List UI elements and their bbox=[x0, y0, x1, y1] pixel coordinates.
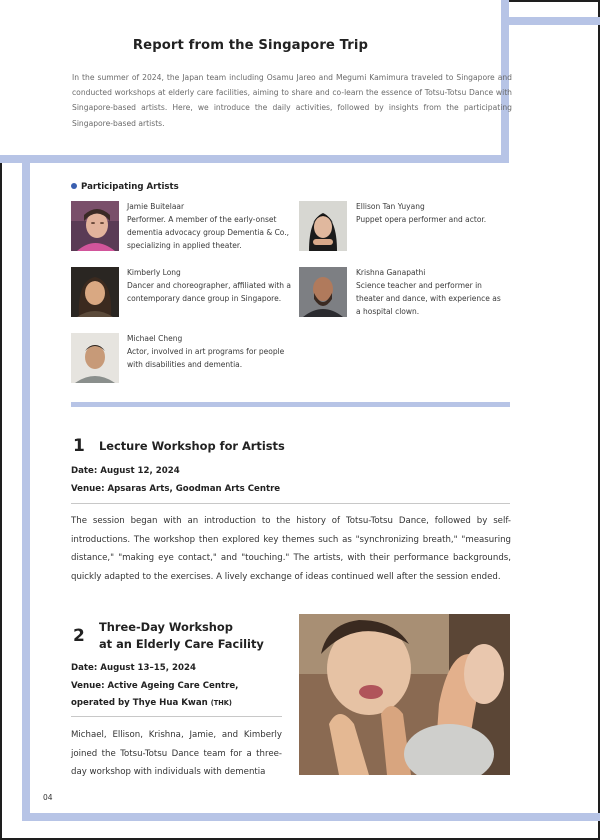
artist-name: Michael Cheng bbox=[127, 334, 183, 343]
section-number: 1 bbox=[73, 436, 85, 456]
artist-name: Ellison Tan Yuyang bbox=[356, 202, 425, 211]
artist-photo-jamie bbox=[71, 201, 119, 251]
workshop-photo bbox=[299, 614, 510, 775]
page-title: Report from the Singapore Trip bbox=[132, 38, 369, 53]
event-date: Date: August 12, 2024 bbox=[71, 466, 180, 476]
section-title bbox=[99, 619, 264, 653]
artist-card-michael bbox=[127, 332, 292, 371]
artist-name: Krishna Ganapathi bbox=[356, 268, 426, 277]
event-date: Date: August 13–15, 2024 bbox=[71, 663, 196, 673]
artist-name: Jamie Buitelaar bbox=[127, 202, 185, 211]
artist-card-kimberly bbox=[127, 266, 292, 305]
artist-desc: Dancer and choreographer, affiliated with a contemporary dance group in Singapore. bbox=[127, 281, 292, 303]
venue-operator: operated by Thye Hua Kwan bbox=[71, 698, 208, 708]
artist-desc: Actor, involved in art programs for people with disabilities and dementia. bbox=[127, 347, 285, 369]
artists-heading-label: Participating Artists bbox=[81, 182, 179, 192]
event-venue-operator bbox=[71, 695, 286, 713]
rule-divider bbox=[71, 716, 282, 717]
section-title-line: at an Elderly Care Facility bbox=[99, 637, 264, 651]
artist-desc: Puppet opera performer and actor. bbox=[356, 215, 487, 224]
section-title: Lecture Workshop for Artists bbox=[99, 439, 285, 453]
section-number: 2 bbox=[73, 626, 85, 646]
section-title-line: Three-Day Workshop bbox=[99, 620, 233, 634]
frame-bar bbox=[22, 813, 600, 821]
artist-card-krishna bbox=[356, 266, 506, 318]
section-meta bbox=[71, 660, 286, 713]
frame-bar bbox=[501, 17, 600, 25]
artist-photo-ellison bbox=[299, 201, 347, 251]
artists-heading bbox=[71, 182, 179, 192]
page-number: 04 bbox=[43, 793, 53, 802]
artist-photo-kimberly bbox=[71, 267, 119, 317]
section-divider bbox=[71, 402, 510, 407]
artist-photo-michael bbox=[71, 333, 119, 383]
artist-photo-krishna bbox=[299, 267, 347, 317]
artist-name: Kimberly Long bbox=[127, 268, 181, 277]
artist-desc: Science teacher and performer in theater and dance, with experience as a hospital clown. bbox=[356, 281, 501, 316]
artist-desc: Performer. A member of the early-onset dementia advocacy group Dementia & Co., specializing in applied theater. bbox=[127, 215, 290, 250]
intro-paragraph: In the summer of 2024, the Japan team including Osamu Jareo and Megumi Kamimura traveled to Singapore and conducted workshops at elderly care facilities, aiming to share and co-learn the essence of Totsu-Totsu Dance with Singapore-based artists. Here, we introduce the daily activities, followed by insights from the participating Singapore-based artists. bbox=[72, 73, 512, 128]
frame-bar bbox=[0, 155, 509, 163]
artist-card-ellison bbox=[356, 200, 506, 226]
venue-abbr: (THK) bbox=[210, 699, 232, 707]
bullet-icon bbox=[71, 183, 77, 189]
frame-bar bbox=[22, 155, 30, 820]
artist-card-jamie bbox=[127, 200, 292, 252]
rule-divider bbox=[71, 503, 510, 504]
section-body: Michael, Ellison, Krishna, Jamie, and Kimberly joined the Totsu-Totsu Dance team for a three-day workshop with individuals with dementia bbox=[71, 730, 282, 778]
event-venue: Venue: Apsaras Arts, Goodman Arts Centre bbox=[71, 483, 281, 494]
event-venue: Venue: Active Ageing Care Centre, bbox=[71, 680, 239, 691]
section-meta bbox=[71, 463, 280, 498]
section-body: The session began with an introduction to the history of Totsu-Totsu Dance, followed by self-introductions. The workshop then explored key themes such as "synchronizing breath," "measuring distance," "making eye contact," and "touching." The artists, with their performance backgrounds, quickly adapted to the exercises. A lively exchange of ideas continued well after the session ended. bbox=[71, 516, 511, 582]
